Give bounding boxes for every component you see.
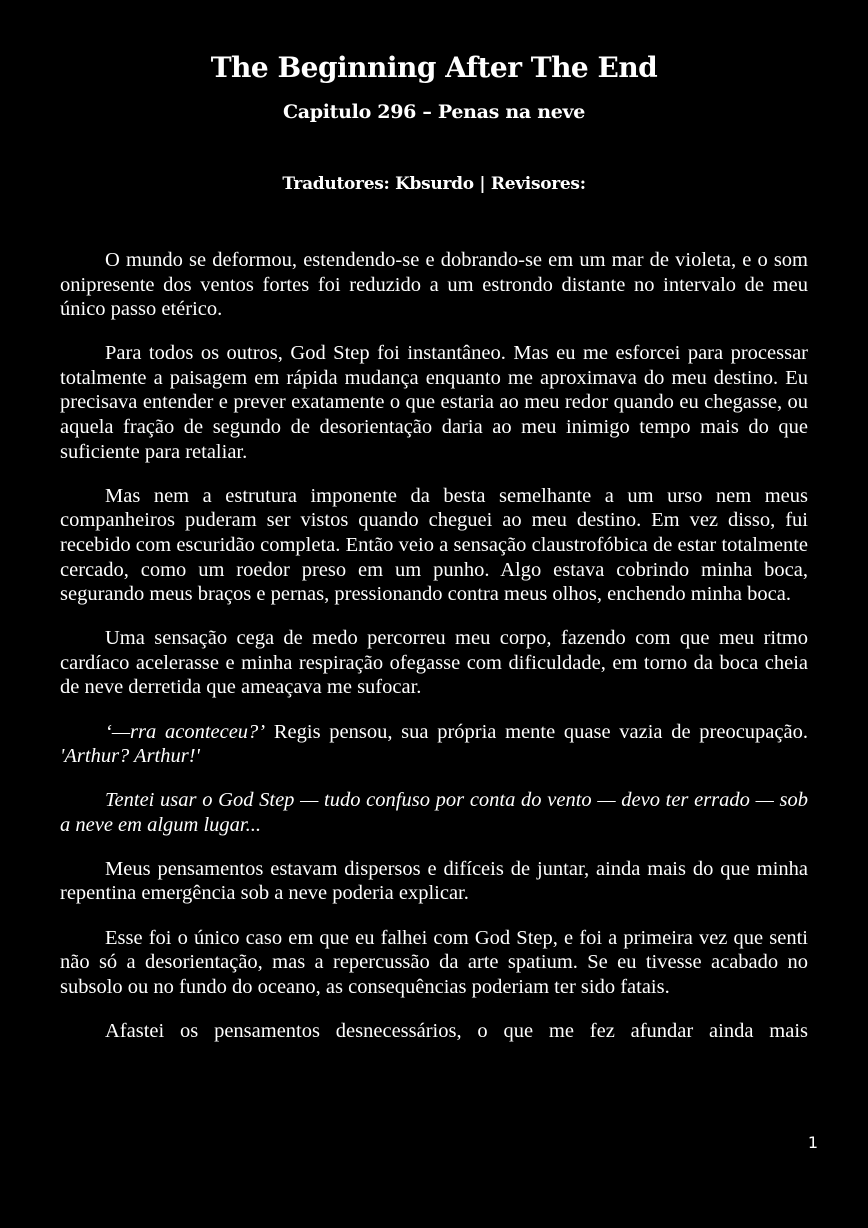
paragraph: Mas nem a estrutura imponente da besta semelhante a um urso nem meus companheiros puderam ser vistos quando cheguei ao meu destino. Em vez disso, fui recebido com escuridão completa. Então veio a sensação claustrofóbica de estar totalmente cercado, como um roedor preso em um punho. Algo estava cobrindo minha boca, segurando meus braços e pernas, pressionando contra meus olhos, enchendo minha boca. [60,484,808,606]
paragraph-italic [60,788,808,837]
paragraph: Meus pensamentos estavam dispersos e difíceis de juntar, ainda mais do que minha repentina emergência sob a neve poderia explicar. [60,857,808,905]
paragraph: Esse foi o único caso em que eu falhei com God Step, e foi a primeira vez que senti não só a desorientação, mas a repercussão da arte spatium. Se eu tivesse acabado no subsolo ou no fundo do oceano, as consequências poderiam ter sido fatais. [60,926,808,998]
italic-thought: 'Arthur? Arthur!' [60,745,200,768]
paragraph: Uma sensação cega de medo percorreu meu corpo, fazendo com que meu ritmo cardíaco acelerasse e minha respiração ofegasse com dificuldade, em torno da boca cheia de neve derretida que ameaçava me sufocar. [60,627,808,699]
paragraph: O mundo se deformou, estendendo-se e dobrando-se em um mar de violeta, e o som onipresente dos ventos fortes foi reduzido a um estrondo distante no intervalo de meu único passo etérico. [60,249,808,321]
italic-thought: ‘—rra aconteceu?’ [105,720,266,743]
italic-thought: Tentei usar o God Step — tudo confuso por conta do vento — devo ter errado — sob a neve em algum lugar... [60,789,808,836]
chapter-body [60,248,808,1043]
paragraph-text: Regis pensou, sua própria mente quase vazia de preocupação. [265,720,808,743]
paragraph: Para todos os outros, God Step foi instantâneo. Mas eu me esforcei para processar totalmente a paisagem em rápida mudança enquanto me aproximava do meu destino. Eu precisava entender e prever exatamente o que estaria ao meu redor quando eu chegasse, ou aquela fração de segundo de desorientação daria ao meu inimigo tempo mais do que suficiente para retaliar. [60,342,808,463]
paragraph: Afastei os pensamentos desnecessários, o que me fez afundar ainda mais [105,1019,808,1042]
paragraph [60,720,808,769]
credits-line: Tradutores: Kbsurdo | Revisores: [282,174,586,194]
document-title: The Beginning After The End [210,51,658,84]
chapter-heading: Capitulo 296 – Penas na neve [282,101,586,123]
page-number: 1 [807,1133,818,1152]
